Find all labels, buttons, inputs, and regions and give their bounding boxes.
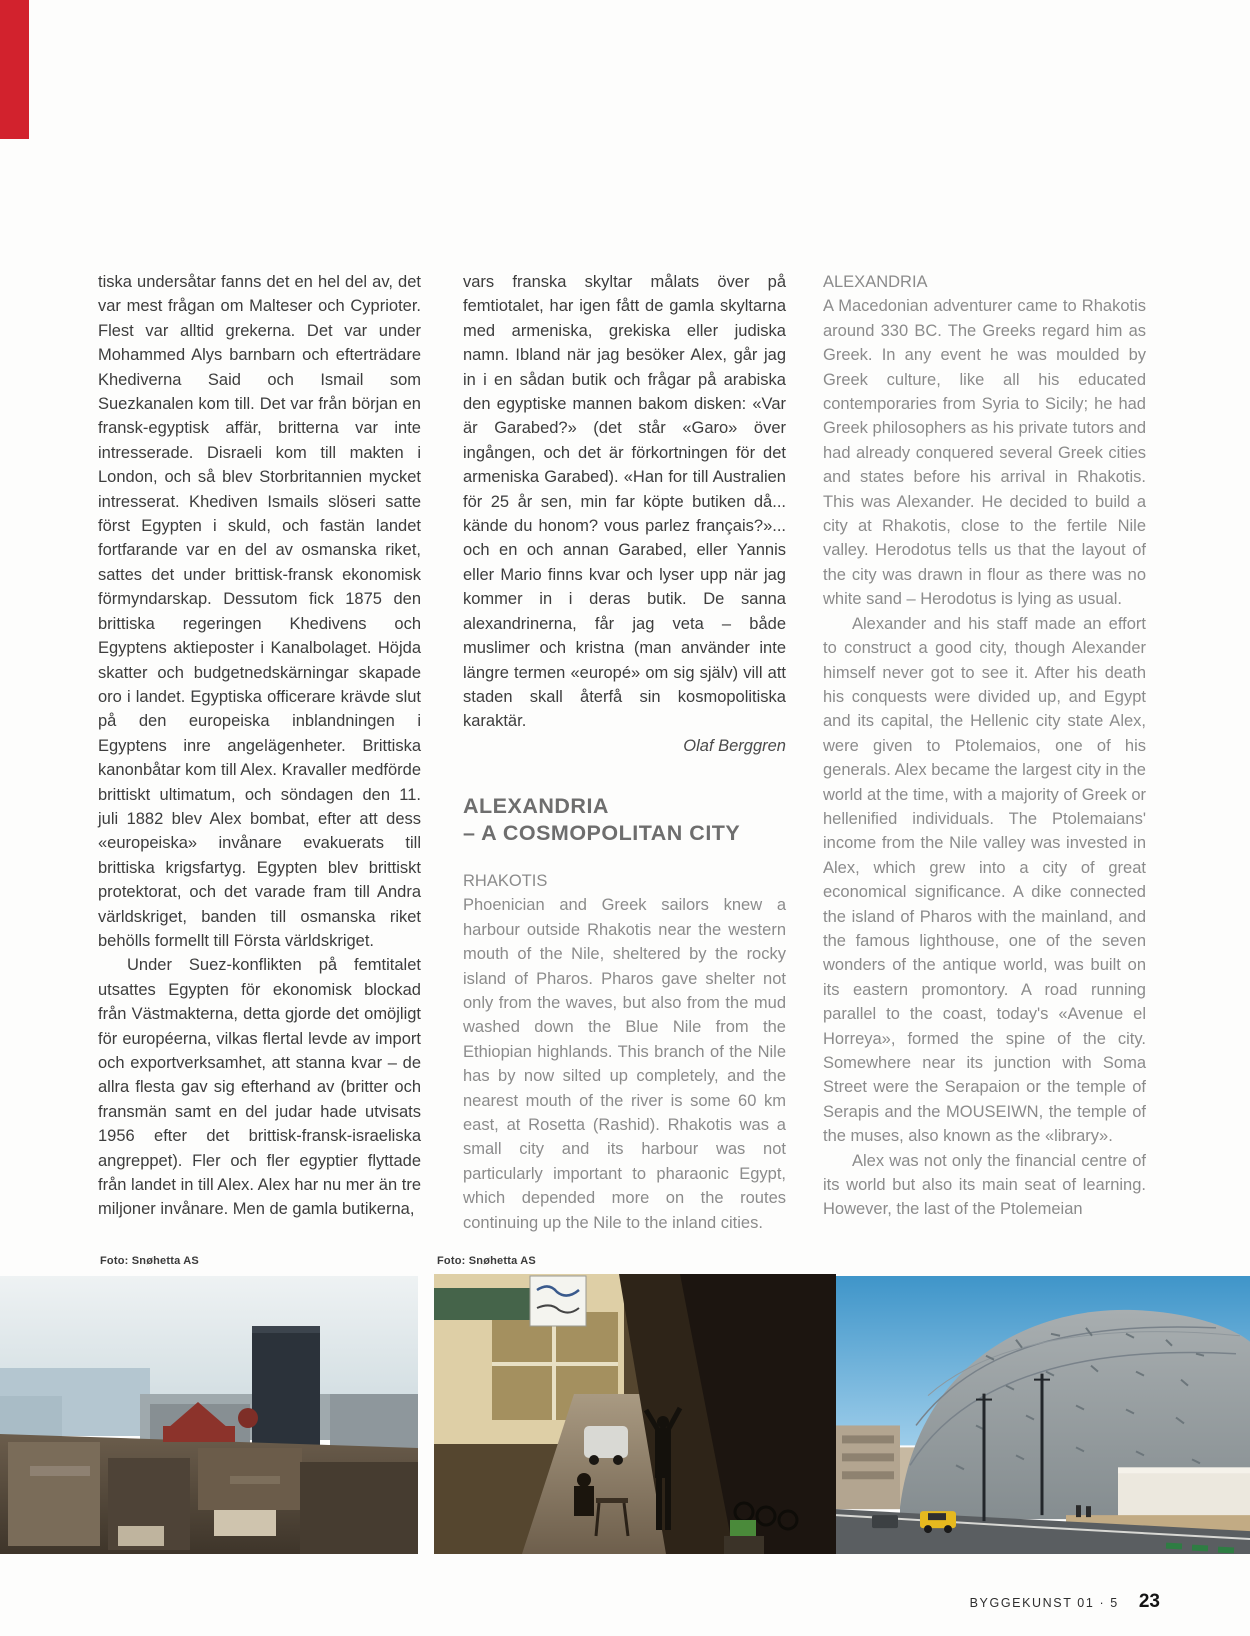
photo-alexandria-street-scene: [434, 1274, 836, 1554]
article-title-line1: ALEXANDRIA: [463, 794, 609, 818]
red-edge-mark: [0, 0, 29, 139]
body-paragraph: Phoenician and Greek sailors knew a harbour outside Rhakotis near the western mouth of the Nile, sheltered by the rocky island of Pharos. Pharos gave shelter not only from the waves, but also from the mud washed down the Blue Nile from the Ethiopian highlands. This branch of the Nile has by now silted up completely, and the nearest mouth of the river is some 60 km east, at Rosetta (Rashid). Rhakotis was a small city and its harbour was not particularly important to pharaonic Egypt, which depended more on the routes continuing up the Nile to the inland cities.: [463, 896, 786, 1232]
photo-caption: Foto: Snøhetta AS: [437, 1255, 536, 1267]
page-footer: [820, 1591, 1160, 1613]
article-heading-block: [463, 793, 786, 846]
article-title: [463, 793, 786, 846]
photo-bibliotheca-alexandrina: [836, 1276, 1250, 1554]
library-wall-image: [836, 1276, 1250, 1554]
column-middle-top: [463, 270, 786, 758]
column-left: [98, 270, 421, 1222]
page-number: 23: [1138, 1591, 1160, 1612]
byline: Olaf Berggren: [683, 736, 786, 755]
body-paragraph: tiska undersåtar fanns det en hel del av, det var mest frågan om Malteser och Cyprioter. Flest var alltid grekerna. Det var under Mohammed Alys barnbarn och efterträdare Khediverna Said och Ismail som Suezkanalen kom till. Det var från början en fransk-egyptisk affär, britterna var inte intresserade. Disraeli kom till makten i London, och så blev Storbritannien mycket intresserat. Khediven Ismails slöseri satte först Egypten i skuld, och fastän landet fortfarande var en del av osmanska riket, sattes det under brittisk-fransk ekonomisk förmyndarskap. Dessutom fick 1875 den brittiska regeringen Khedivens och Egyptens aktieposter i Kanalbolaget. Höjda skatter och budgetnedskärningar skapade oro i landet. Egyptiska officerare krävde slut på den europeiska inblandningen i Egyptens inre angelägenheter. Brittiska kanonbåtar kom till Alex. Kravaller medförde brittiskt ultimatum, och söndagen den 11. juli 1882 blev Alex bombat, efter att dess «europeiska» invånare evakuerats till brittiska krigsfartyg. Egypten blev brittiskt protektorat, och det varade fram till Andra världskriget, banden till osmanska riket behölls formellt till Första världskriget.: [98, 273, 421, 950]
section-subhead-alexandria: ALEXANDRIA: [823, 273, 928, 291]
street-scene-image: [434, 1274, 836, 1554]
body-paragraph: Alex was not only the financial centre of its world but also its main seat of learning. However, the last of the Ptolemeian: [823, 1151, 1146, 1219]
article-title-line2: – A COSMOPOLITAN CITY: [463, 820, 741, 845]
section-subhead-rhakotis: RHAKOTIS: [463, 872, 548, 890]
body-paragraph: Alexander and his staff made an effort to construct a good city, though Alexander himself never got to see it. After his death his conquests were divided up, and Egypt and its capital, the Hellenic city state Alex, were given to Ptolemaios, one of his generals. Alex became the largest city in the world at the time, with a majority of Greek or hellenified individuals. The Ptolemaians' income from the Nile valley was invested in Alex, which grew into a city of great economical significance. A dike connected the island of Pharos with the mainland, and the famous lighthouse, one of the seven wonders of the antique world, was built on its eastern promontory. A road running parallel to the coast, today's «Avenue el Horreya», formed the spine of the city. Somewhere near its junction with Soma Street were the Serapaion or the temple of Serapis and the MOUSEIWN, the temple of the muses, also known as the «library».: [823, 614, 1146, 1146]
photo-caption: Foto: Snøhetta AS: [100, 1255, 199, 1267]
column-right: [823, 270, 1146, 1222]
body-paragraph: A Macedonian adventurer came to Rhakotis around 330 BC. The Greeks regard him as Greek. In any event he was moulded by Greek culture, like all his educated contemporaries from Syria to Sicily; he had Greek philosophers as his private tutors and had already conquered several Greek cities and states before his arrival in Rhakotis. This was Alexander. He decided to build a city at Rhakotis, close to the fertile Nile valley. Herodotus tells us that the layout of the city was drawn in flour as there was no white sand – Herodotus is lying as usual.: [823, 297, 1146, 609]
body-paragraph: vars franska skyltar målats över på femtiotalet, har igen fått de gamla skyltarna med armeniska, grekiska eller judiska namn. Ibland när jag besöker Alex, går jag in i en sådan butik och frågar på arabiska den egyptiske mannen bakom disken: «Var är Garabed?» (det står «Garo» över ingången, och det är förkortningen för det armeniska Garabed). «Han for till Australien för 25 år sen, min far köpte butiken då... kände du honom? vous parlez français?»... och en och annan Garabed, eller Yannis eller Mario finns kvar och lyser upp när jag kommer in i deras butik. De sanna alexandrinerna, får jag veta – både muslimer och kristna (man använder inte längre termen «europé» om sig själv) vill att staden skall återfå sin kosmopolitiska karaktär.: [463, 273, 786, 731]
rooftop-panorama-image: [0, 1276, 418, 1554]
body-paragraph: Under Suez-konflikten på femtitalet utsattes Egypten för ekonomisk blockad från Västmakterna, detta gjorde det omöjligt för européerna, vilkas flertal levde av import och exportverksamhet, att stanna kvar – de allra flesta gav sig efterhand av (britter och fransmän samt en del judar hade utvisats 1956 efter det brittisk-fransk-israeliska angreppet). Fler och fler egyptier flyttade från landet in till Alex. Alex har nu mer än tre miljoner invånare. Men de gamla butikerna,: [98, 956, 421, 1219]
column-middle-bottom: [463, 869, 786, 1235]
photo-alexandria-rooftop-panorama: [0, 1276, 418, 1554]
journal-issue-label: BYGGEKUNST 01 · 5: [969, 1596, 1119, 1610]
